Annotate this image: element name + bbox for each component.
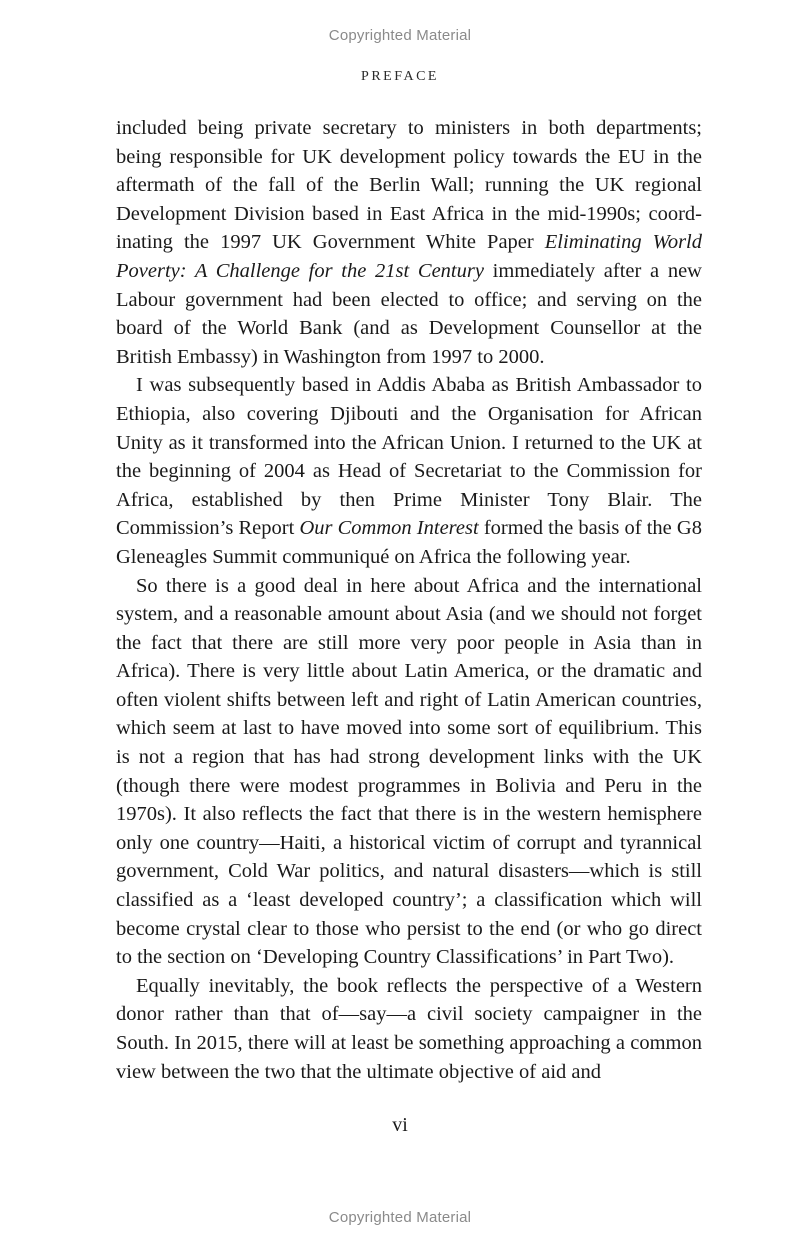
- paragraph-text: formed the basis of the G8 Gleneagles Summit communiqué on Africa the following year.: [116, 517, 702, 568]
- report-title-italic: Our Common Interest: [299, 517, 479, 540]
- body-text: [116, 114, 702, 1086]
- paragraph-4: [116, 972, 702, 1086]
- paragraph-3: [116, 572, 702, 972]
- paragraph-text: immediately after a new Labour government had been elected to office; and serving on the board of the World Bank (and as Development Counsellor at the British Embassy) in Washington from 1997 to 2000.: [116, 259, 702, 368]
- paragraph-1: [116, 114, 702, 371]
- paragraph-text: I was subsequently based in Addis Ababa as British Ambassador to Ethiopia, also covering Djibouti and the Organisation for African Unity as it transformed into the African Union. I returned to the UK at the beginning of 2004 as Head of Secretariat to the Commission for Africa, established by then Prime Minister Tony Blair. The Commission’s Report: [116, 374, 702, 540]
- paragraph-2: [116, 371, 702, 571]
- paragraph-text: Equally inevitably, the book reflects the perspective of a Western donor rather than that of—say—a civil society campaigner in the South. In 2015, there will at least be something approaching a common view between the two that the ultimate objective of aid and: [116, 974, 702, 1083]
- paragraph-text: included being private secretary to ministers in both departments; being responsible for UK development policy towards the EU in the aftermath of the fall of the Berlin Wall; running the UK regional Development Division based in East Africa in the mid-1990s; coordinating the 1997 UK Government White Paper: [116, 117, 702, 254]
- page-number: vi: [392, 1114, 408, 1136]
- book-title-italic: Eliminating World Poverty: A Challenge for the 21st Century: [116, 231, 702, 282]
- copyright-watermark-bottom: Copyrighted Material: [328, 1209, 472, 1226]
- running-head: PREFACE: [361, 69, 439, 84]
- copyright-watermark-top: Copyrighted Material: [328, 27, 472, 44]
- paragraph-text: So there is a good deal in here about Africa and the international system, and a reasonable amount about Asia (and we should not forget the fact that there are still more very poor people in Asia than in Africa). There is very little about Latin America, or the dramatic and often violent shifts between left and right of Latin American countries, which seem at last to have moved into some sort of equilibrium. This is not a region that has had strong development links with the UK (though there were modest programmes in Bolivia and Peru in the 1970s). It also reflects the fact that there is in the western hemisphere only one country—Haiti, a historical victim of corrupt and tyrannical government, Cold War politics, and natural disasters—which is still classified as a ‘least developed country’; a classification which will become crystal clear to those who persist to the end (or who go direct to the section on ‘Developing Country Classifications’ in Part Two).: [116, 574, 702, 969]
